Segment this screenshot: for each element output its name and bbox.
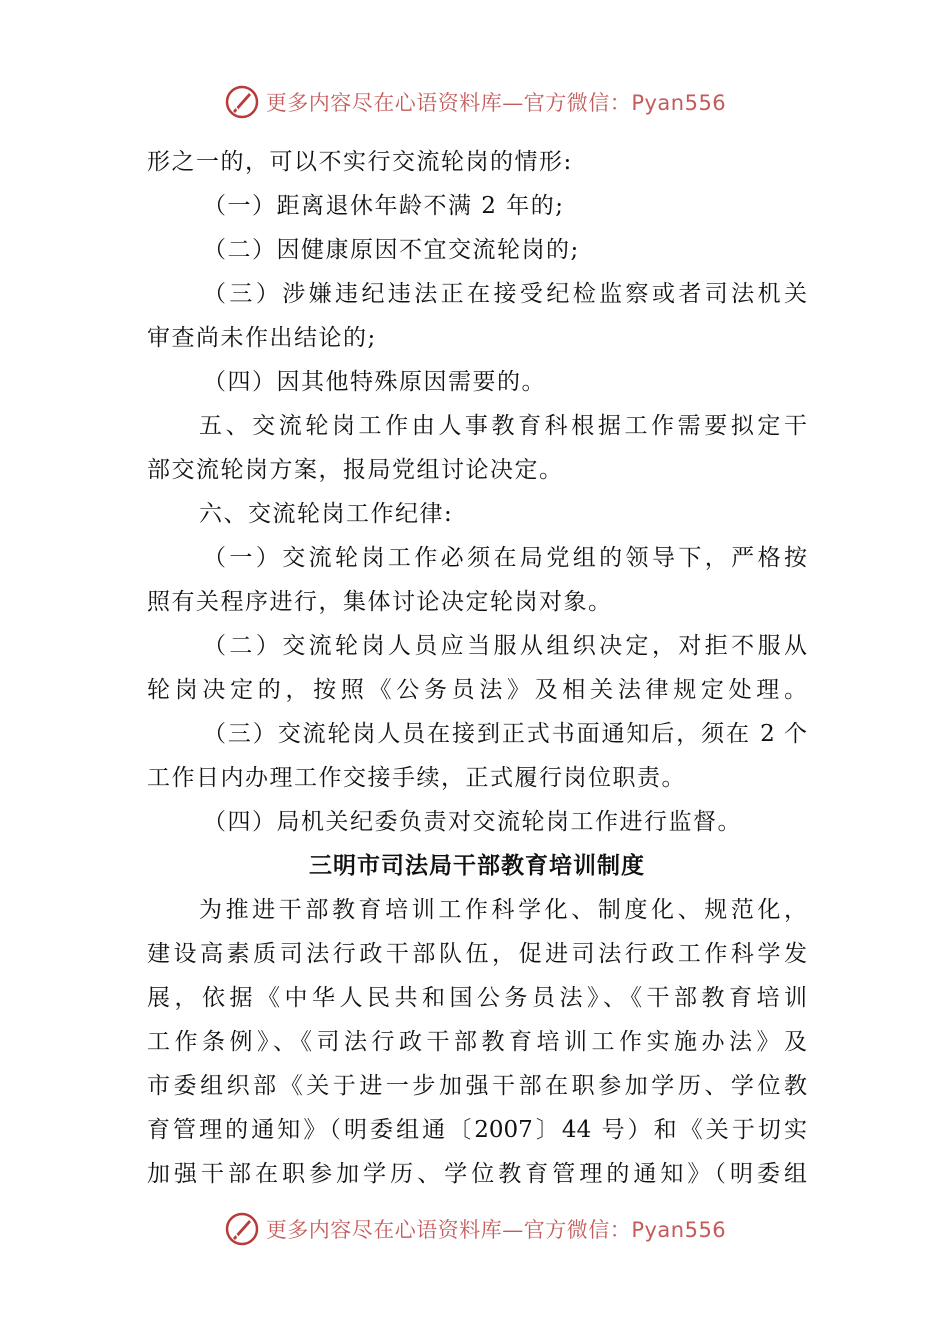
paragraph-line: 加强干部在职参加学历、学位教育管理的通知》（明委组 <box>147 1161 807 1187</box>
paragraph-line: （一）距离退休年龄不满 2 年的; <box>203 193 565 219</box>
watermark-text: 更多内容尽在心语资料库—官方微信：Pyan556 <box>265 1218 727 1242</box>
paragraph-line: 工作条例》、《司法行政干部教育培训工作实施办法》及 <box>147 1029 807 1055</box>
paragraph-line: 工作日内办理工作交接手续，正式履行岗位职责。 <box>147 765 686 791</box>
paragraph-line: （二）交流轮岗人员应当服从组织决定，对拒不服从 <box>203 633 807 659</box>
paragraph-line: （三）涉嫌违纪违法正在接受纪检监察或者司法机关 <box>203 281 807 307</box>
paragraph-line: 部交流轮岗方案，报局党组讨论决定。 <box>147 457 564 483</box>
paragraph-line: 审查尚未作出结论的; <box>147 325 377 351</box>
paragraph-line: 为推进干部教育培训工作科学化、制度化、规范化， <box>199 897 807 923</box>
watermark-account: Pyan556 <box>631 1218 727 1242</box>
section-title: 三明市司法局干部教育培训制度 <box>309 852 645 879</box>
paragraph-line: （一）交流轮岗工作必须在局党组的领导下，严格按 <box>203 545 807 571</box>
paragraph-line: 展，依据《中华人民共和国公务员法》、《干部教育培训 <box>147 985 807 1011</box>
paragraph-line: 形之一的，可以不实行交流轮岗的情形: <box>147 149 573 175</box>
document-body <box>147 140 807 1196</box>
paragraph-line: （三）交流轮岗人员在接到正式书面通知后，须在 2 个 <box>203 721 807 747</box>
paragraph-line: （四）局机关纪委负责对交流轮岗工作进行监督。 <box>203 809 742 835</box>
paragraph-line: 六、交流轮岗工作纪律: <box>199 501 454 527</box>
paragraph-line: 市委组织部《关于进一步加强干部在职参加学历、学位教 <box>147 1073 807 1099</box>
header-watermark <box>0 82 950 122</box>
watermark-text: 更多内容尽在心语资料库—官方微信：Pyan556 <box>265 91 727 115</box>
quill-logo-icon <box>224 84 260 120</box>
paragraph-line: （二）因健康原因不宜交流轮岗的; <box>203 237 580 263</box>
paragraph-line: （四）因其他特殊原因需要的。 <box>203 369 546 395</box>
paragraph-line: 轮岗决定的，按照《公务员法》及相关法律规定处理。 <box>147 677 807 703</box>
paragraph-line: 育管理的通知》（明委组通〔2007〕44 号）和《关于切实 <box>147 1117 807 1143</box>
paragraph-line: 五、交流轮岗工作由人事教育科根据工作需要拟定干 <box>199 413 807 439</box>
watermark-account: Pyan556 <box>631 91 727 115</box>
paragraph-line: 照有关程序进行，集体讨论决定轮岗对象。 <box>147 589 613 615</box>
paragraph-line: 建设高素质司法行政干部队伍，促进司法行政工作科学发 <box>147 941 807 967</box>
quill-logo-icon <box>224 1211 260 1247</box>
footer-watermark <box>0 1209 950 1249</box>
